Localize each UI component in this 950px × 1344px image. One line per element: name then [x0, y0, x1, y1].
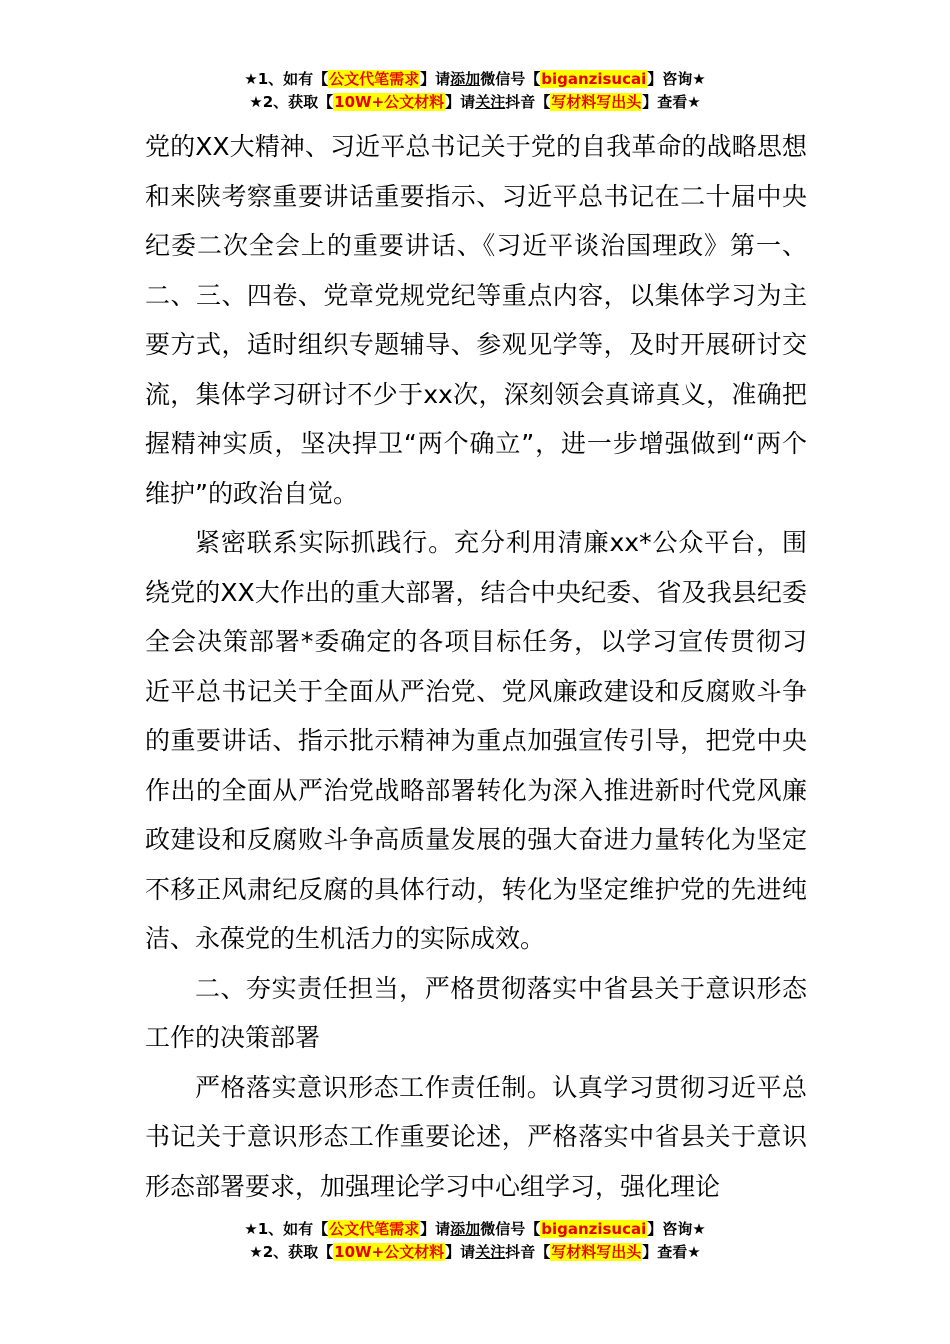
banner-line-2 [0, 91, 950, 114]
banner-text: 】查看 [642, 1243, 688, 1261]
banner-text: 1、如有【 [257, 1220, 329, 1238]
banner-text: 2、获取【 [262, 1243, 334, 1261]
banner-line-2 [0, 1241, 950, 1264]
star-icon: ★ [249, 1243, 263, 1261]
banner-text: 】请 [420, 1220, 451, 1238]
banner-text: 】请 [445, 93, 476, 111]
paragraph: 严格落实意识形态工作责任制。认真学习贯彻习近平总书记关于意识形态工作重要论述，严格落实中省县关于意识形态部署要求，加强理论学习中心组学习，强化理论 [145, 1072, 807, 1201]
banner-text: 】查看 [642, 93, 688, 111]
star-icon: ★ [692, 70, 706, 88]
banner-text: 】请 [445, 1243, 476, 1261]
star-icon: ★ [687, 93, 701, 111]
banner-text: 1、如有【 [257, 70, 329, 88]
paragraph-continued: 党的XX大精神、习近平总书记关于党的自我革命的战略思想和来陕考察重要讲话重要指示、习近平总书记在二十届中央纪委二次全会上的重要讲话、《习近平谈治国理政》第一、二、三、四卷、党章党规党纪等重点内容，以集体学习为主要方式，适时组织专题辅导、参观见学等，及时开展研讨交流，集体学习研讨不少于xx次，深刻领会真谛真义，准确把握精神实质，坚决捍卫“两个确立”，进一步增强做到“两个维护”的政治自觉。 [145, 132, 807, 508]
footer-banner [0, 1218, 950, 1264]
highlight-materials: 10W+公文材料 [334, 1243, 445, 1261]
banner-underlined: 关注 [475, 1243, 506, 1261]
document-body [145, 122, 807, 1211]
highlight-service: 公文代笔需求 [329, 1220, 420, 1238]
banner-text: 】咨询 [647, 1220, 693, 1238]
banner-underlined: 添加 [450, 1220, 481, 1238]
banner-text: 】请 [420, 70, 451, 88]
banner-line-1 [0, 1218, 950, 1241]
star-icon: ★ [687, 1243, 701, 1261]
banner-text: 】咨询 [647, 70, 693, 88]
highlight-service: 公文代笔需求 [329, 70, 420, 88]
banner-underlined: 添加 [450, 70, 481, 88]
header-banner [0, 68, 950, 114]
section-heading: 二、夯实责任担当，严格贯彻落实中省县关于意识形态工作的决策部署 [145, 973, 807, 1052]
star-icon: ★ [244, 1220, 258, 1238]
banner-text: 抖音【 [505, 1243, 551, 1261]
highlight-douyin: 写材料写出头 [551, 1243, 642, 1261]
star-icon: ★ [249, 93, 263, 111]
star-icon: ★ [692, 1220, 706, 1238]
banner-text: 微信号【 [480, 1220, 541, 1238]
highlight-wechat-id: biganzisucai [541, 1220, 647, 1238]
banner-text: 2、获取【 [262, 93, 334, 111]
star-icon: ★ [244, 70, 258, 88]
highlight-douyin: 写材料写出头 [551, 93, 642, 111]
banner-line-1 [0, 68, 950, 91]
banner-text: 抖音【 [505, 93, 551, 111]
paragraph: 紧密联系实际抓践行。充分利用清廉xx*公众平台，围绕党的XX大作出的重大部署，结合中央纪委、省及我县纪委全会决策部署*委确定的各项目标任务，以学习宣传贯彻习近平总书记关于全面从严治党、党风廉政建设和反腐败斗争的重要讲话、指示批示精神为重点加强宣传引导，把党中央作出的全面从严治党战略部署转化为深入推进新时代党风廉政建设和反腐败斗争高质量发展的强大奋进力量转化为坚定不移正风肃纪反腐的具体行动，转化为坚定维护党的先进纯洁、永葆党的生机活力的实际成效。 [145, 528, 807, 953]
banner-underlined: 关注 [475, 93, 506, 111]
highlight-wechat-id: biganzisucai [541, 70, 647, 88]
banner-text: 微信号【 [480, 70, 541, 88]
highlight-materials: 10W+公文材料 [334, 93, 445, 111]
